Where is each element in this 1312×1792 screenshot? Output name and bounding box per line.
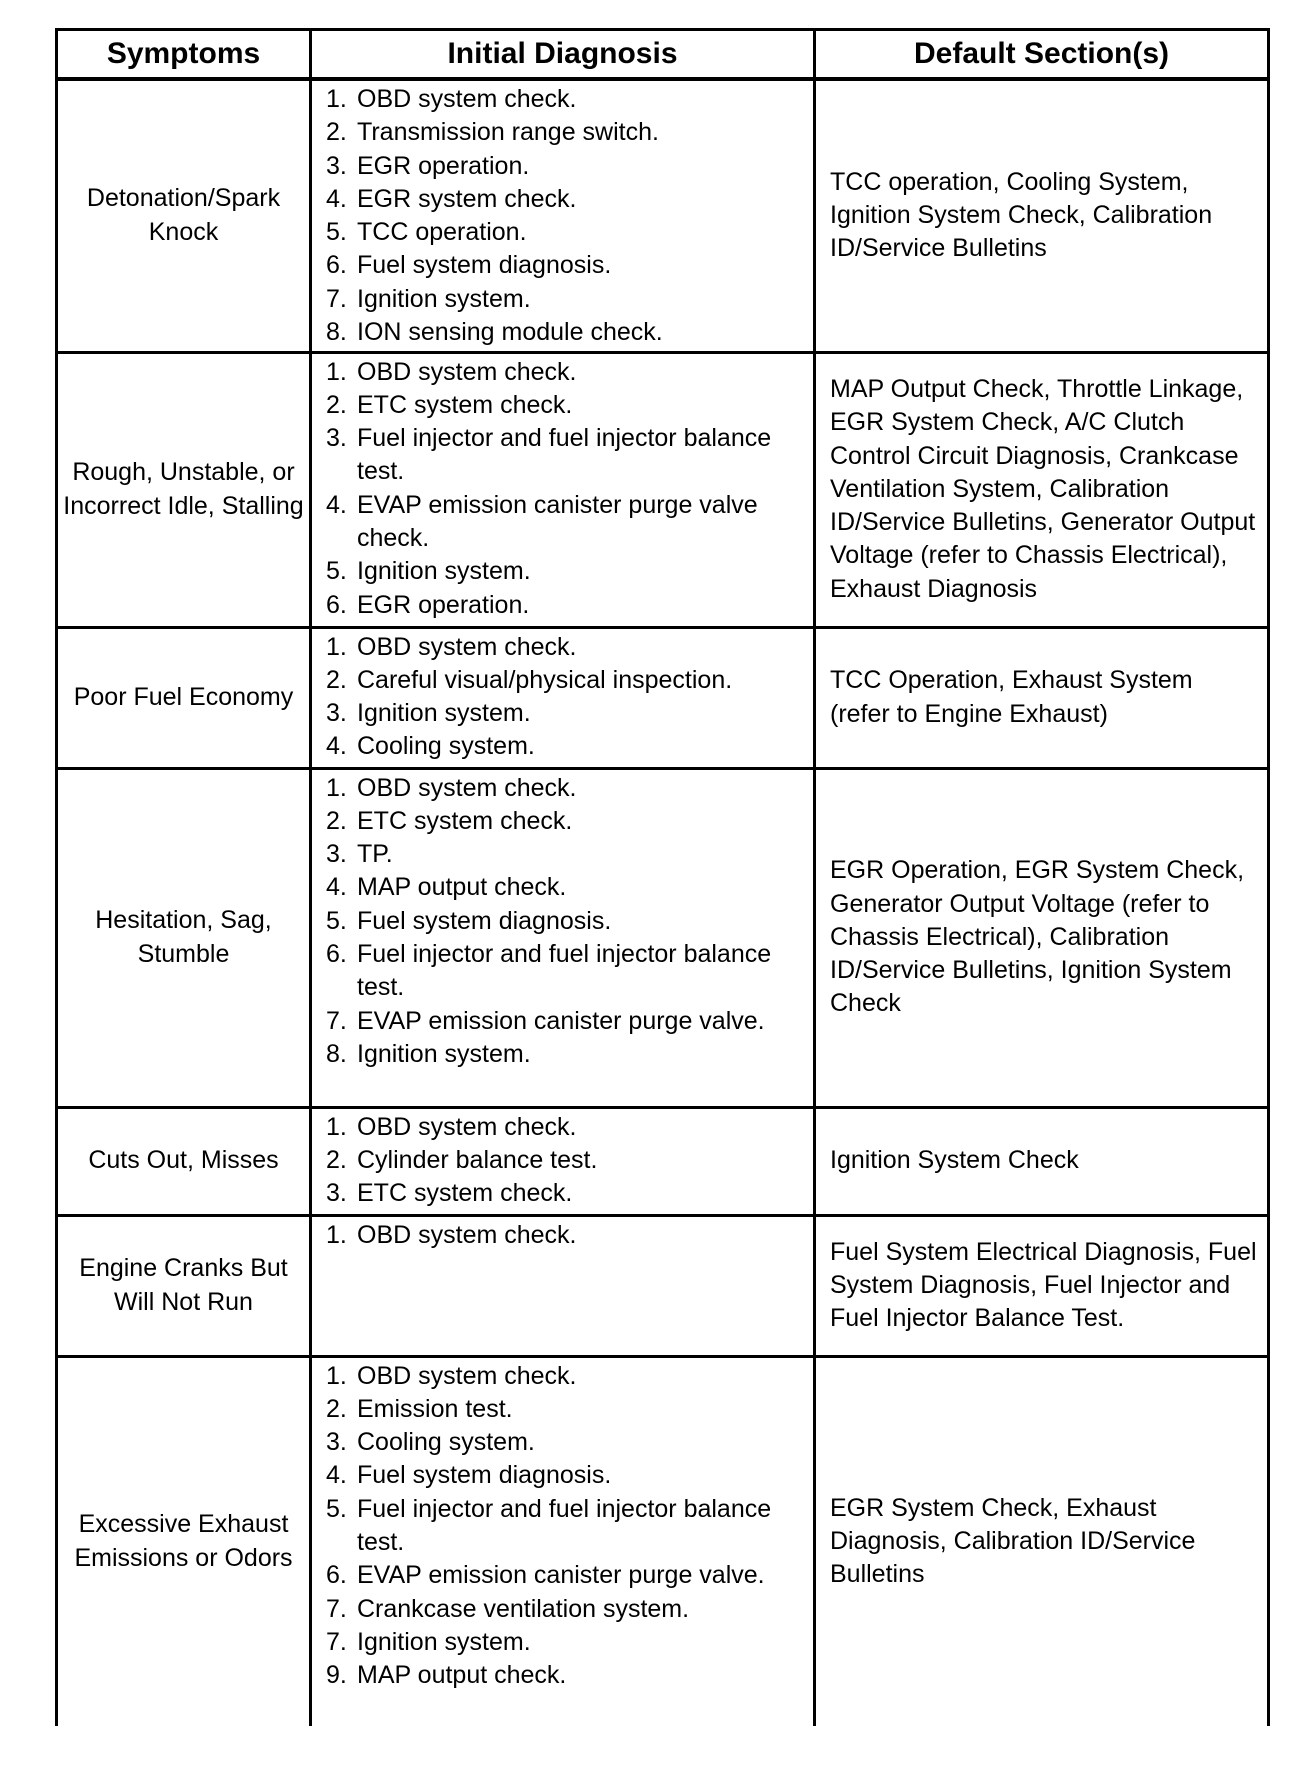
step-text: Crankcase ventilation system.	[357, 1594, 690, 1623]
diagnosis-step	[326, 283, 803, 316]
step-number: 3.	[326, 1428, 347, 1457]
step-number: 1.	[326, 1112, 347, 1141]
step-text: EGR operation.	[357, 590, 530, 619]
diagnosis-step	[326, 249, 803, 282]
diagnosis-step	[326, 356, 803, 389]
step-text: Transmission range switch.	[357, 118, 659, 147]
step-number: 7.	[326, 1594, 347, 1623]
diagnosis-step	[326, 1659, 803, 1692]
step-number: 1.	[326, 773, 347, 802]
step-text: Ignition system.	[357, 699, 531, 728]
step-text: Fuel system diagnosis.	[357, 906, 612, 935]
diagnosis-cell	[311, 1215, 815, 1356]
table-row	[57, 768, 1269, 1107]
sections-cell: Fuel System Electrical Diagnosis, Fuel System Diagnosis, Fuel Injector and Fuel Injector Balance Test.	[815, 1215, 1269, 1356]
diagnosis-step	[326, 116, 803, 149]
sections-cell: EGR System Check, Exhaust Diagnosis, Calibration ID/Service Bulletins	[815, 1356, 1269, 1726]
step-number: 3.	[326, 1179, 347, 1208]
table-row	[57, 1356, 1269, 1726]
diagnosis-step	[326, 1559, 803, 1592]
diagnosis-step	[326, 589, 803, 622]
diagnosis-step	[326, 1393, 803, 1426]
step-text: Ignition system.	[357, 284, 531, 313]
step-text: EVAP emission canister purge valve check.	[357, 490, 758, 552]
diagnosis-step	[326, 838, 803, 871]
symptom-cell: Cuts Out, Misses	[57, 1107, 311, 1215]
step-number: 3.	[326, 424, 347, 453]
header-default-sections: Default Section(s)	[815, 30, 1269, 80]
diagnosis-step	[326, 1493, 803, 1560]
step-number: 5.	[326, 906, 347, 935]
sections-cell: Ignition System Check	[815, 1107, 1269, 1215]
step-number: 3.	[326, 840, 347, 869]
diagnosis-cell	[311, 352, 815, 627]
diagnosis-step	[326, 805, 803, 838]
step-text: Cooling system.	[357, 1428, 535, 1457]
diagnosis-step	[326, 730, 803, 763]
step-text: OBD system check.	[357, 773, 577, 802]
diagnosis-step	[326, 389, 803, 422]
sections-cell: MAP Output Check, Throttle Linkage, EGR System Check, A/C Clutch Control Circuit Diagnosis, Crankcase Ventilation System, Calibration ID/Service Bulletins, Generator Output Voltage (refer to Chassis Electrical), Exhaust Diagnosis	[815, 352, 1269, 627]
step-number: 9.	[326, 1661, 347, 1690]
step-text: OBD system check.	[357, 632, 577, 661]
symptom-cell: Engine Cranks But Will Not Run	[57, 1215, 311, 1356]
step-number: 4.	[326, 732, 347, 761]
step-text: Cooling system.	[357, 732, 535, 761]
diagnosis-step	[326, 1111, 803, 1144]
symptom-cell: Excessive Exhaust Emissions or Odors	[57, 1356, 311, 1726]
step-number: 6.	[326, 939, 347, 968]
diagnosis-step	[326, 631, 803, 664]
step-number: 8.	[326, 318, 347, 347]
diagnosis-cell	[311, 79, 815, 352]
step-number: 6.	[326, 590, 347, 619]
step-number: 1.	[326, 632, 347, 661]
step-text: OBD system check.	[357, 357, 577, 386]
table-row	[57, 1107, 1269, 1215]
step-number: 1.	[326, 1220, 347, 1249]
sections-cell: TCC Operation, Exhaust System (refer to Engine Exhaust)	[815, 627, 1269, 768]
header-initial-diagnosis: Initial Diagnosis	[311, 30, 815, 80]
step-text: EVAP emission canister purge valve.	[357, 1006, 765, 1035]
step-number: 3.	[326, 151, 347, 180]
step-number: 1.	[326, 357, 347, 386]
step-number: 5.	[326, 1494, 347, 1523]
table-row	[57, 352, 1269, 627]
diagnosis-cell	[311, 627, 815, 768]
step-text: ETC system check.	[357, 806, 573, 835]
diagnosis-step	[326, 1177, 803, 1210]
step-text: Emission test.	[357, 1394, 513, 1423]
symptom-cell: Detonation/Spark Knock	[57, 79, 311, 352]
diagnosis-step	[326, 489, 803, 556]
step-number: 2.	[326, 118, 347, 147]
step-text: Fuel injector and fuel injector balance test.	[357, 424, 772, 486]
diagnosis-step	[326, 1144, 803, 1177]
step-text: EVAP emission canister purge valve.	[357, 1561, 765, 1590]
step-text: OBD system check.	[357, 85, 577, 113]
step-number: 6.	[326, 1561, 347, 1590]
step-number: 5.	[326, 218, 347, 247]
header-row	[57, 30, 1269, 80]
sections-cell: TCC operation, Cooling System, Ignition System Check, Calibration ID/Service Bulletins	[815, 79, 1269, 352]
step-text: TP.	[357, 840, 393, 869]
diagnosis-step	[326, 905, 803, 938]
diagnosis-step	[326, 1360, 803, 1393]
step-text: EGR operation.	[357, 151, 530, 180]
step-number: 7.	[326, 284, 347, 313]
diagnosis-step	[326, 422, 803, 489]
diagnosis-step	[326, 938, 803, 1005]
diagnosis-step	[326, 871, 803, 904]
diagnosis-step	[326, 772, 803, 805]
sections-cell: EGR Operation, EGR System Check, Generator Output Voltage (refer to Chassis Electrical), Calibration ID/Service Bulletins, Ignition System Check	[815, 768, 1269, 1107]
step-text: Fuel system diagnosis.	[357, 251, 612, 280]
step-number: 2.	[326, 1394, 347, 1423]
step-number: 7.	[326, 1006, 347, 1035]
step-text: Ignition system.	[357, 1039, 531, 1068]
diagnosis-cell	[311, 768, 815, 1107]
step-number: 4.	[326, 490, 347, 519]
diagnosis-step	[326, 216, 803, 249]
step-number: 1.	[326, 85, 347, 113]
step-text: OBD system check.	[357, 1361, 577, 1390]
diagnosis-cell	[311, 1356, 815, 1726]
step-text: Fuel injector and fuel injector balance test.	[357, 1494, 772, 1556]
diagnosis-step	[326, 555, 803, 588]
step-number: 2.	[326, 390, 347, 419]
step-number: 4.	[326, 1461, 347, 1490]
header-symptoms: Symptoms	[57, 30, 311, 80]
step-text: EGR system check.	[357, 184, 577, 213]
diagnosis-step	[326, 183, 803, 216]
step-number: 2.	[326, 1145, 347, 1174]
table-row	[57, 1215, 1269, 1356]
step-number: 7.	[326, 1627, 347, 1656]
step-number: 4.	[326, 184, 347, 213]
step-text: OBD system check.	[357, 1220, 577, 1249]
symptom-cell: Rough, Unstable, or Incorrect Idle, Stalling	[57, 352, 311, 627]
diagnosis-step	[326, 1219, 803, 1252]
diagnosis-step	[326, 697, 803, 730]
diagnosis-step	[326, 1038, 803, 1071]
step-text: Ignition system.	[357, 1627, 531, 1656]
diagnosis-cell	[311, 1107, 815, 1215]
step-text: Fuel injector and fuel injector balance test.	[357, 939, 772, 1002]
step-number: 6.	[326, 251, 347, 280]
diagnosis-step	[326, 1626, 803, 1659]
step-text: ETC system check.	[357, 1179, 573, 1208]
diagnosis-step	[326, 1426, 803, 1459]
step-text: Cylinder balance test.	[357, 1145, 598, 1174]
step-number: 4.	[326, 873, 347, 902]
step-number: 5.	[326, 557, 347, 586]
step-text: MAP output check.	[357, 1661, 567, 1690]
diagnosis-step	[326, 1593, 803, 1626]
step-number: 8.	[326, 1039, 347, 1068]
step-text: Ignition system.	[357, 557, 531, 586]
diagnosis-step	[326, 150, 803, 183]
table-row	[57, 627, 1269, 768]
diagnosis-step	[326, 664, 803, 697]
step-text: TCC operation.	[357, 218, 527, 247]
step-text: ETC system check.	[357, 390, 573, 419]
step-text: OBD system check.	[357, 1112, 577, 1141]
step-number: 1.	[326, 1361, 347, 1390]
step-text: ION sensing module check.	[357, 318, 663, 347]
step-text: MAP output check.	[357, 873, 567, 902]
step-text: Fuel system diagnosis.	[357, 1461, 612, 1490]
symptom-cell: Poor Fuel Economy	[57, 627, 311, 768]
step-number: 2.	[326, 806, 347, 835]
table-row	[57, 79, 1269, 352]
symptom-cell: Hesitation, Sag, Stumble	[57, 768, 311, 1107]
diagnosis-step	[326, 316, 803, 349]
diagnosis-step	[326, 1005, 803, 1038]
step-number: 2.	[326, 665, 347, 694]
step-text: Careful visual/physical inspection.	[357, 665, 733, 694]
diagnosis-step	[326, 1459, 803, 1492]
diagnosis-step	[326, 83, 803, 116]
symptom-diagnosis-table	[55, 28, 1270, 1726]
step-number: 3.	[326, 699, 347, 728]
